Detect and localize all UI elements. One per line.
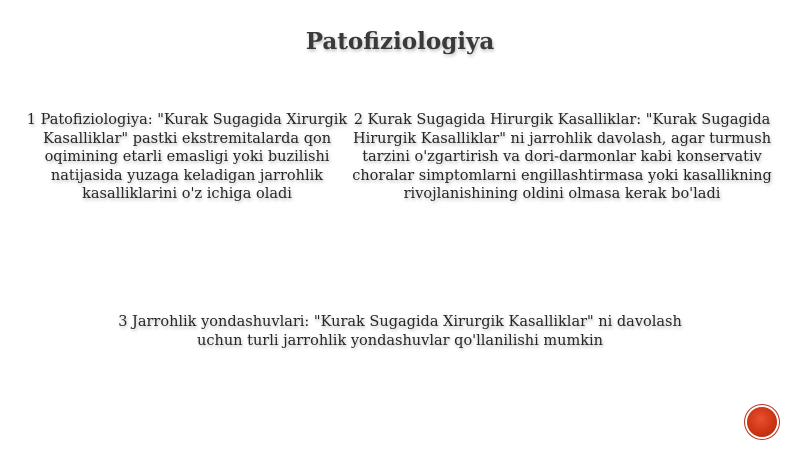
paragraph-surgical-approaches: 3 Jarrohlik yondashuvlari: "Kurak Sugagida Xirurgik Kasalliklar" ni davolash uchun turli jarrohlik yondashuvlar qo'llanilishi mumkin [118, 314, 682, 349]
paragraph-pathophysiology: 1 Patofiziologiya: "Kurak Sugagida Xirurgik Kasalliklar" pastki ekstremitalarda qon oqimining etarli emasligi yoki buzilishi natijasida yuzaga keladigan jarrohlik kasalliklarini o'z ichiga oladi [26, 112, 348, 202]
slide-title: Patofiziologiya [305, 28, 495, 55]
next-slide-button[interactable] [747, 407, 777, 437]
paragraph-surgical-diseases: 2 Kurak Sugagida Hirurgik Kasalliklar: "Kurak Sugagida Hirurgik Kasalliklar" ni jarrohlik davolash, agar turmush tarzini o'zgartirish va dori-darmonlar kabi konservativ choralar simptomlarni engillashtirmasa yoki kasallikning rivojlanishining oldini olmasa kerak bo'ladi [352, 112, 772, 202]
